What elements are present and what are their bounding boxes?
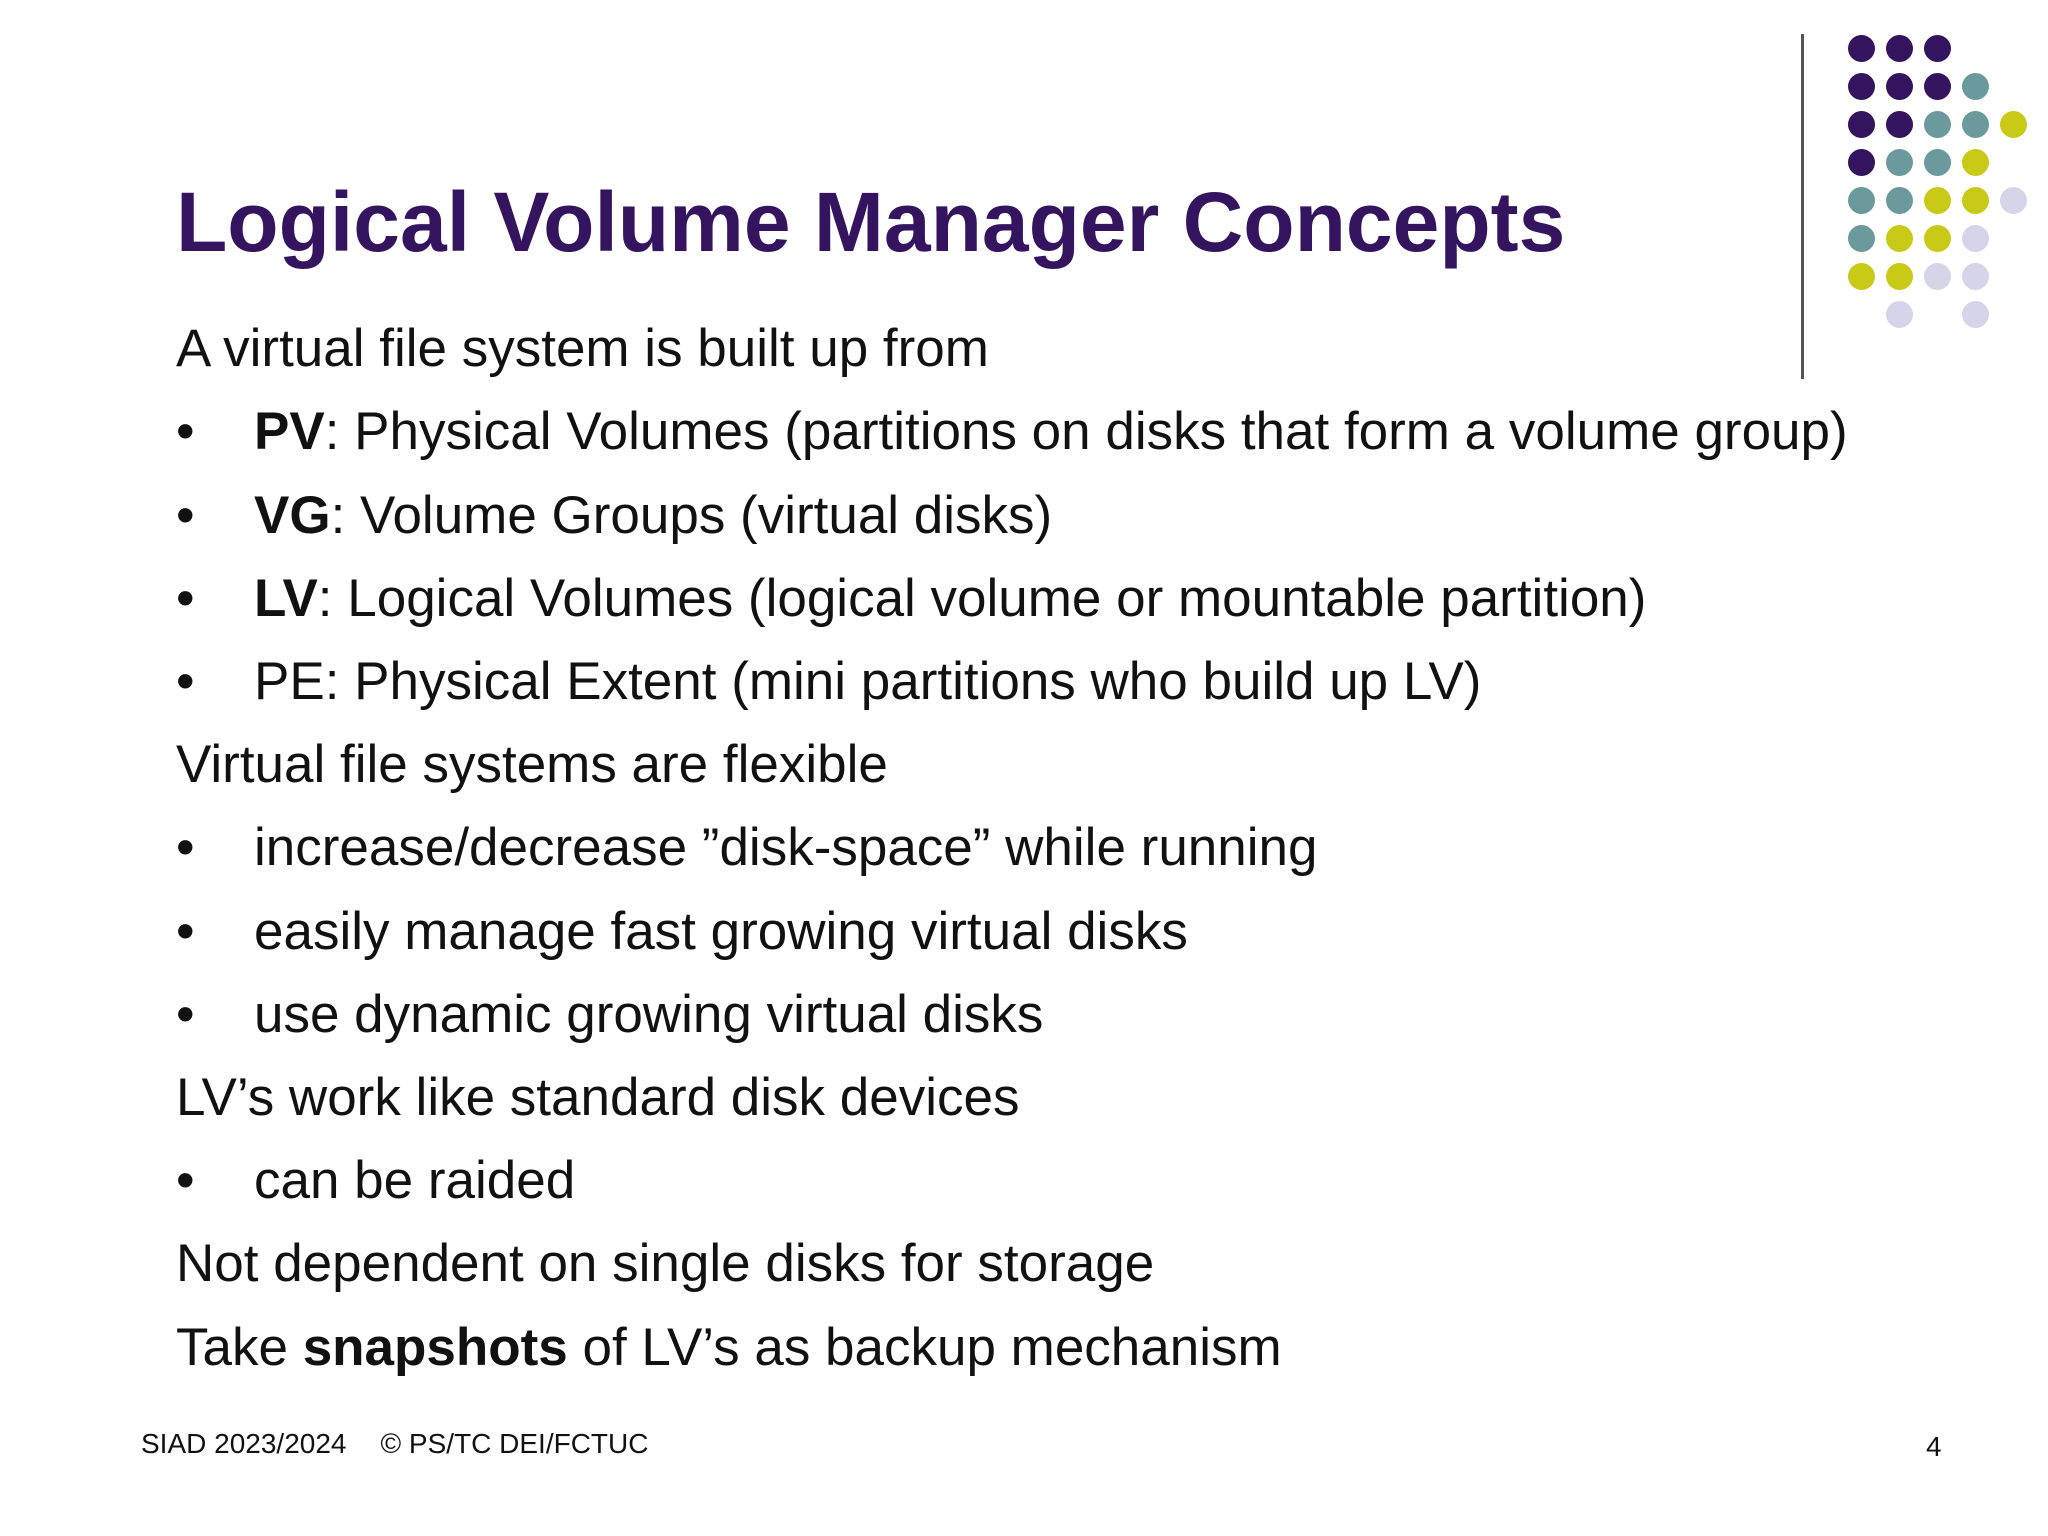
decorative-dot: [1962, 187, 1989, 214]
text-line: [176, 735, 888, 794]
decorative-dot: [1886, 35, 1913, 62]
bullet-icon: •: [176, 486, 195, 545]
decorative-dot: [1886, 149, 1913, 176]
decorative-dot: [1848, 149, 1875, 176]
decorative-dot: [1848, 225, 1875, 252]
decorative-dot: [1886, 187, 1913, 214]
slide-title: Logical Volume Manager Concepts: [176, 175, 1566, 269]
decorative-dot: [1924, 225, 1951, 252]
footer: [141, 1428, 648, 1460]
line-text: A virtual file system is built up from: [176, 319, 989, 378]
decorative-dot: [1848, 263, 1875, 290]
bullet-icon: •: [176, 569, 195, 628]
page-number: 4: [1926, 1431, 1942, 1462]
decorative-dot: [1924, 111, 1951, 138]
decorative-dot: [1962, 111, 1989, 138]
line-text: PE: Physical Extent (mini partitions who build up LV): [254, 652, 1482, 711]
line-text: can be raided: [254, 1151, 576, 1210]
decorative-dot: [1924, 73, 1951, 100]
text-line: [176, 1234, 1155, 1293]
decorative-dot: [2000, 187, 2027, 214]
decorative-dot: [1962, 225, 1989, 252]
decorative-dot-grid: [0, 0, 2048, 360]
line-text: Not dependent on single disks for storage: [176, 1234, 1155, 1293]
line-text: LV’s work like standard disk devices: [176, 1068, 1020, 1127]
decorative-dot: [1848, 35, 1875, 62]
decorative-dot: [1886, 301, 1913, 328]
bullet-icon: •: [176, 985, 195, 1044]
decorative-dot: [1886, 263, 1913, 290]
line-text: Virtual file systems are flexible: [176, 735, 888, 794]
decorative-dot: [2000, 111, 2027, 138]
text-line: [176, 1068, 1020, 1127]
term-bold: PV: [254, 402, 325, 461]
decorative-dot: [1962, 263, 1989, 290]
decorative-dot: [1886, 73, 1913, 100]
decorative-dot: [1848, 111, 1875, 138]
line-text-prefix: Take: [176, 1318, 303, 1377]
line-text: : Physical Volumes (partitions on disks that form a volume group): [324, 402, 1848, 461]
decorative-dot: [1924, 149, 1951, 176]
footer-copyright: © PS/TC DEI/FCTUC: [380, 1428, 649, 1459]
bullet-icon: •: [176, 818, 195, 877]
decorative-dot: [1886, 225, 1913, 252]
line-text: use dynamic growing virtual disks: [254, 985, 1044, 1044]
bullet-icon: •: [176, 1151, 195, 1210]
decorative-dot: [1962, 149, 1989, 176]
decorative-dot: [1924, 35, 1951, 62]
bullet-icon: •: [176, 902, 195, 961]
term-bold: snapshots: [302, 1318, 568, 1377]
line-text-suffix: of LV’s as backup mechanism: [567, 1318, 1282, 1377]
decorative-dot: [1924, 263, 1951, 290]
line-text: easily manage fast growing virtual disks: [254, 902, 1188, 961]
decorative-dot: [1886, 111, 1913, 138]
line-text: : Logical Volumes (logical volume or mountable partition): [317, 569, 1647, 628]
footer-course: SIAD 2023/2024: [141, 1428, 347, 1459]
text-line: [176, 319, 989, 378]
term-bold: LV: [254, 569, 318, 628]
term-bold: VG: [254, 486, 331, 545]
decorative-dot: [1848, 187, 1875, 214]
decorative-dot: [1962, 301, 1989, 328]
text-line: [176, 1318, 1282, 1377]
line-text: : Volume Groups (virtual disks): [330, 486, 1053, 545]
bullet-icon: •: [176, 652, 195, 711]
decorative-dot: [1848, 73, 1875, 100]
decorative-dot: [1962, 73, 1989, 100]
decorative-dot: [1924, 187, 1951, 214]
bullet-icon: •: [176, 402, 195, 461]
line-text: increase/decrease ”disk-space” while running: [254, 818, 1318, 877]
